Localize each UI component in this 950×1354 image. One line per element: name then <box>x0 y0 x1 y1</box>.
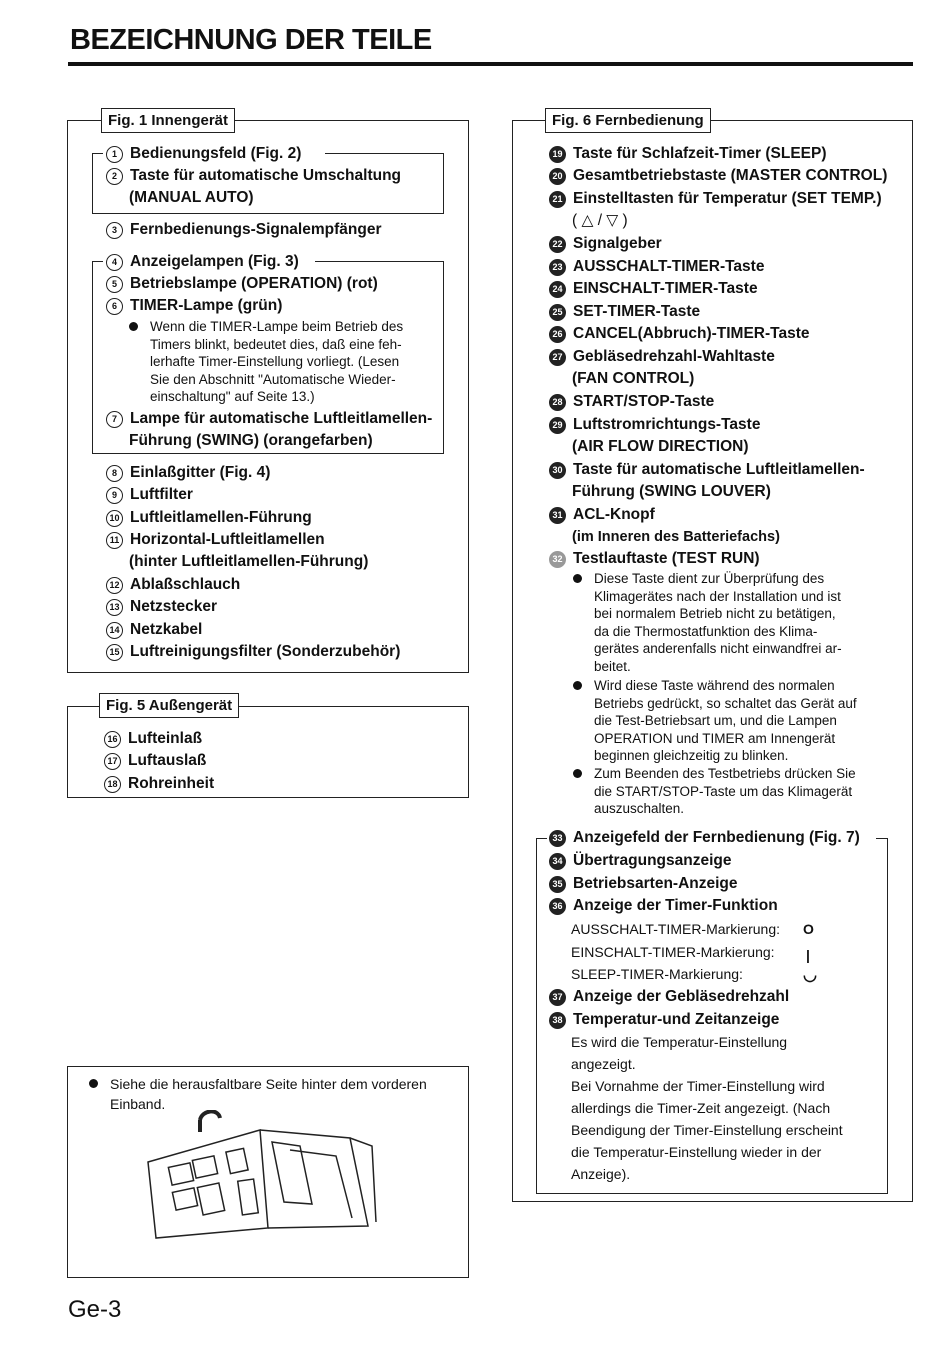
note-line: Wird diese Taste während des normalen <box>594 678 835 693</box>
item-label: Taste für Schlafzeit-Timer (SLEEP) <box>573 145 827 162</box>
test-note <box>594 765 884 818</box>
item-number: 10 <box>106 510 123 527</box>
note-line: Es wird die Temperatur-Einstellung <box>571 1034 788 1050</box>
timer-mark-label: EINSCHALT-TIMER-Markierung: <box>571 944 775 960</box>
item-number: 14 <box>106 622 123 639</box>
list-item <box>549 256 764 278</box>
timer-mark-label: AUSSCHALT-TIMER-Markierung: <box>571 921 781 937</box>
note-line: bei normalem Betrieb nicht zu betätigen, <box>594 606 836 622</box>
item-number: 38 <box>549 1012 566 1029</box>
item-number: 27 <box>549 349 566 366</box>
item-label: EINSCHALT-TIMER-Taste <box>573 280 758 297</box>
item-label: Fernbedienungs-Signalempfänger <box>130 221 382 238</box>
item-number: 15 <box>106 644 123 661</box>
item-number: 33 <box>549 830 566 847</box>
on-timer-mark-icon: | <box>806 947 810 963</box>
list-item <box>106 641 400 663</box>
item-number: 29 <box>549 417 566 434</box>
list-item <box>106 529 325 551</box>
item-number: 9 <box>106 487 123 504</box>
item-number: 16 <box>104 731 121 748</box>
timer-mark-label: SLEEP-TIMER-Markierung: <box>571 966 743 982</box>
list-item <box>106 596 217 618</box>
note-line: die START/STOP-Taste um das Klimagerät <box>594 783 853 799</box>
bracket-line <box>92 453 444 454</box>
note-line: lerhafte Timer-Einstellung vorliegt. (Lesen <box>150 354 400 370</box>
list-item <box>106 219 381 241</box>
item-number: 25 <box>549 304 566 321</box>
note-line: einschaltung" auf Seite 13.) <box>150 389 315 405</box>
note-line: Diese Taste dient zur Überprüfung des <box>594 571 825 586</box>
item-number: 18 <box>104 776 121 793</box>
bullet-icon <box>89 1079 98 1088</box>
item-label: Anzeigelampen (Fig. 3) <box>130 253 299 270</box>
item-label: Bedienungsfeld (Fig. 2) <box>130 145 302 162</box>
item-label: Luftreinigungsfilter (Sonderzubehör) <box>130 643 401 660</box>
note-line: Betriebs gedrückt, so schaltet das Gerät auf <box>594 695 857 711</box>
item-number: 3 <box>106 222 123 239</box>
item-number: 17 <box>104 753 121 770</box>
item-number: 22 <box>549 236 566 253</box>
item-number: 37 <box>549 989 566 1006</box>
note-line: die Temperatur-Einstellung wieder in der <box>571 1144 822 1160</box>
item-number: 12 <box>106 577 123 594</box>
item-number: 26 <box>549 326 566 343</box>
item-number: 11 <box>106 532 123 549</box>
item-label: Temperatur-und Zeitanzeige <box>573 1011 780 1028</box>
item-label: CANCEL(Abbruch)-TIMER-Taste <box>573 325 810 342</box>
note-line: angezeigt. <box>571 1056 636 1072</box>
list-item <box>106 251 299 273</box>
list-item <box>104 773 214 795</box>
item-number: 28 <box>549 394 566 411</box>
item-label: Gesamtbetriebstaste (MASTER CONTROL) <box>573 167 888 184</box>
list-item <box>106 619 202 641</box>
list-item <box>549 827 860 849</box>
note-line: Timers blinkt, bedeutet dies, daß eine feh- <box>150 336 402 352</box>
note-line: Zum Beenden des Testbetriebs drücken Sie <box>594 766 856 781</box>
item-number: 20 <box>549 168 566 185</box>
list-item <box>106 484 193 506</box>
list-item <box>549 233 662 255</box>
list-item <box>549 301 700 323</box>
item-label: Lufteinlaß <box>128 730 203 747</box>
item-label: Betriebsarten-Anzeige <box>573 875 738 892</box>
note-line: beginnen gleichzeitig zu blinken. <box>594 748 789 764</box>
item-number: 31 <box>549 507 566 524</box>
page-number: Ge-3 <box>68 1296 122 1323</box>
item-number: 30 <box>549 462 566 479</box>
item-label: Einstelltasten für Temperatur (SET TEMP.) <box>573 190 882 207</box>
bullet-icon <box>129 322 138 331</box>
item-number: 13 <box>106 599 123 616</box>
list-item <box>106 507 312 529</box>
item-number: 5 <box>106 276 123 293</box>
test-note <box>594 570 884 676</box>
item-label: Anzeige der Timer-Funktion <box>573 897 778 914</box>
item-number: 24 <box>549 281 566 298</box>
item-number: 34 <box>549 853 566 870</box>
note-line: Klimagerätes nach der Installation und ist <box>594 588 841 604</box>
list-item <box>549 391 714 413</box>
list-item <box>104 728 202 750</box>
item-number: 23 <box>549 259 566 276</box>
item-label: Luftauslaß <box>128 752 207 769</box>
item-label: Luftleitlamellen-Führung <box>130 509 312 526</box>
list-item <box>549 414 760 436</box>
note-line: da die Thermostatfunktion des Klima- <box>594 623 818 639</box>
item-label: ACL-Knopf <box>573 506 655 523</box>
item-number: 7 <box>106 411 123 428</box>
item-number: 32 <box>549 551 566 568</box>
list-item <box>549 548 760 570</box>
note-line: Sie den Abschnitt "Automatische Wieder- <box>150 371 396 387</box>
note-line: Beendigung der Timer-Einstellung erscheint <box>571 1122 843 1138</box>
timer-note <box>150 318 440 406</box>
bracket-line <box>443 153 444 214</box>
list-item <box>106 273 378 295</box>
note-line: Anzeige). <box>571 1166 631 1182</box>
list-item-continued: (MANUAL AUTO) <box>129 189 254 206</box>
item-label: Netzstecker <box>130 598 218 615</box>
list-item <box>106 408 432 430</box>
note-line: beitet. <box>594 658 631 674</box>
list-item <box>106 462 270 484</box>
note-line: auszuschalten. <box>594 801 685 817</box>
note-line: OPERATION und TIMER am Innengerät <box>594 730 836 746</box>
list-item <box>549 459 865 481</box>
list-item-continued: (im Inneren des Batteriefachs) <box>572 529 780 545</box>
note-line: allerdings die Timer-Zeit angezeigt. (Nach <box>571 1100 831 1116</box>
item-label: SET-TIMER-Taste <box>573 303 701 320</box>
note-line: Einband. <box>110 1096 166 1112</box>
note-line: Bei Vornahme der Timer-Einstellung wird <box>571 1078 825 1094</box>
item-label: Taste für automatische Umschaltung <box>130 167 402 184</box>
list-item-continued: (AIR FLOW DIRECTION) <box>572 438 749 455</box>
item-label: Übertragungsanzeige <box>573 852 732 869</box>
item-number: 36 <box>549 898 566 915</box>
list-item <box>549 895 778 917</box>
item-number: 35 <box>549 876 566 893</box>
bullet-icon <box>573 681 582 690</box>
fig1-label: Fig. 1 Innengerät <box>101 108 235 133</box>
list-item-continued: Führung (SWING) (orangefarben) <box>129 432 373 449</box>
item-label: Taste für automatische Luftleitlamellen- <box>573 461 865 478</box>
item-label: Anzeigefeld der Fernbedienung (Fig. 7) <box>573 829 860 846</box>
item-number: 2 <box>106 168 123 185</box>
list-item <box>549 1009 779 1031</box>
item-number: 1 <box>106 146 123 163</box>
item-label: Signalgeber <box>573 235 662 252</box>
item-label: Betriebslampe (OPERATION) (rot) <box>130 275 378 292</box>
list-item <box>549 873 738 895</box>
timer-mark-row <box>571 941 810 963</box>
item-number: 21 <box>549 191 566 208</box>
item-number: 8 <box>106 465 123 482</box>
note-line: die Test-Betriebsart um, und die Lampen <box>594 713 837 729</box>
foldout-note <box>110 1074 462 1114</box>
timer-mark-row <box>571 918 814 940</box>
list-item <box>549 278 758 300</box>
item-label: Anzeige der Gebläsedrehzahl <box>573 988 790 1005</box>
list-item <box>104 750 206 772</box>
item-label: Testlauftaste (TEST RUN) <box>573 550 760 567</box>
list-item <box>549 850 731 872</box>
note-line: Siehe die herausfaltbare Seite hinter dem vorderen <box>110 1076 427 1092</box>
item-label: TIMER-Lampe (grün) <box>130 297 283 314</box>
item-label: Horizontal-Luftleitlamellen <box>130 531 325 548</box>
display-note <box>571 1031 843 1185</box>
list-item <box>549 986 789 1008</box>
off-timer-mark-icon: O <box>803 921 814 937</box>
list-item-continued: (hinter Luftleitlamellen-Führung) <box>129 553 369 570</box>
list-item <box>549 165 887 187</box>
fig5-label: Fig. 5 Außengerät <box>99 693 239 718</box>
item-label: Gebläsedrehzahl-Wahltaste <box>573 348 775 365</box>
timer-mark-row <box>571 963 817 985</box>
group-bracket <box>92 261 103 454</box>
bullet-icon <box>573 769 582 778</box>
bracket-line <box>325 153 444 154</box>
sleep-timer-mark-icon: ◡ <box>803 967 817 984</box>
list-item <box>106 574 240 596</box>
page-title: BEZEICHNUNG DER TEILE <box>70 24 432 56</box>
item-label: Netzkabel <box>130 621 203 638</box>
item-label: Ablaßschlauch <box>130 576 241 593</box>
list-item <box>106 295 282 317</box>
list-item-continued: Führung (SWING LOUVER) <box>572 483 771 500</box>
bracket-line <box>887 838 888 1194</box>
item-label: Luftfilter <box>130 486 193 503</box>
item-label: Einlaßgitter (Fig. 4) <box>130 464 271 481</box>
list-item-continued: ( △ / ▽ ) <box>572 212 628 229</box>
note-line: gerätes anderenfalls nicht einwandfrei ar- <box>594 641 842 657</box>
bracket-line <box>443 261 444 454</box>
bracket-line <box>536 1193 888 1194</box>
list-item <box>106 165 401 187</box>
list-item-continued: (FAN CONTROL) <box>572 370 695 387</box>
bracket-line <box>876 838 888 839</box>
list-item <box>549 346 775 368</box>
fig6-label: Fig. 6 Fernbedienung <box>545 108 711 133</box>
group-bracket <box>536 838 547 1194</box>
bracket-line <box>315 261 444 262</box>
test-note <box>594 677 884 765</box>
item-label: START/STOP-Taste <box>573 393 715 410</box>
list-item <box>106 143 301 165</box>
list-item <box>549 504 655 526</box>
item-number: 19 <box>549 146 566 163</box>
item-number: 4 <box>106 254 123 271</box>
item-number: 6 <box>106 298 123 315</box>
group-bracket <box>92 153 103 214</box>
title-rule <box>68 62 913 66</box>
bracket-line <box>92 213 444 214</box>
bullet-icon <box>573 574 582 583</box>
note-line: Wenn die TIMER-Lampe beim Betrieb des <box>150 319 404 334</box>
item-label: Rohreinheit <box>128 775 215 792</box>
foldout-illustration <box>140 1110 380 1240</box>
item-label: AUSSCHALT-TIMER-Taste <box>573 258 765 275</box>
list-item <box>549 323 810 345</box>
list-item <box>549 188 882 210</box>
list-item <box>549 143 827 165</box>
item-label: Lampe für automatische Luftleitlamellen- <box>130 410 433 427</box>
item-label: Luftstromrichtungs-Taste <box>573 416 761 433</box>
